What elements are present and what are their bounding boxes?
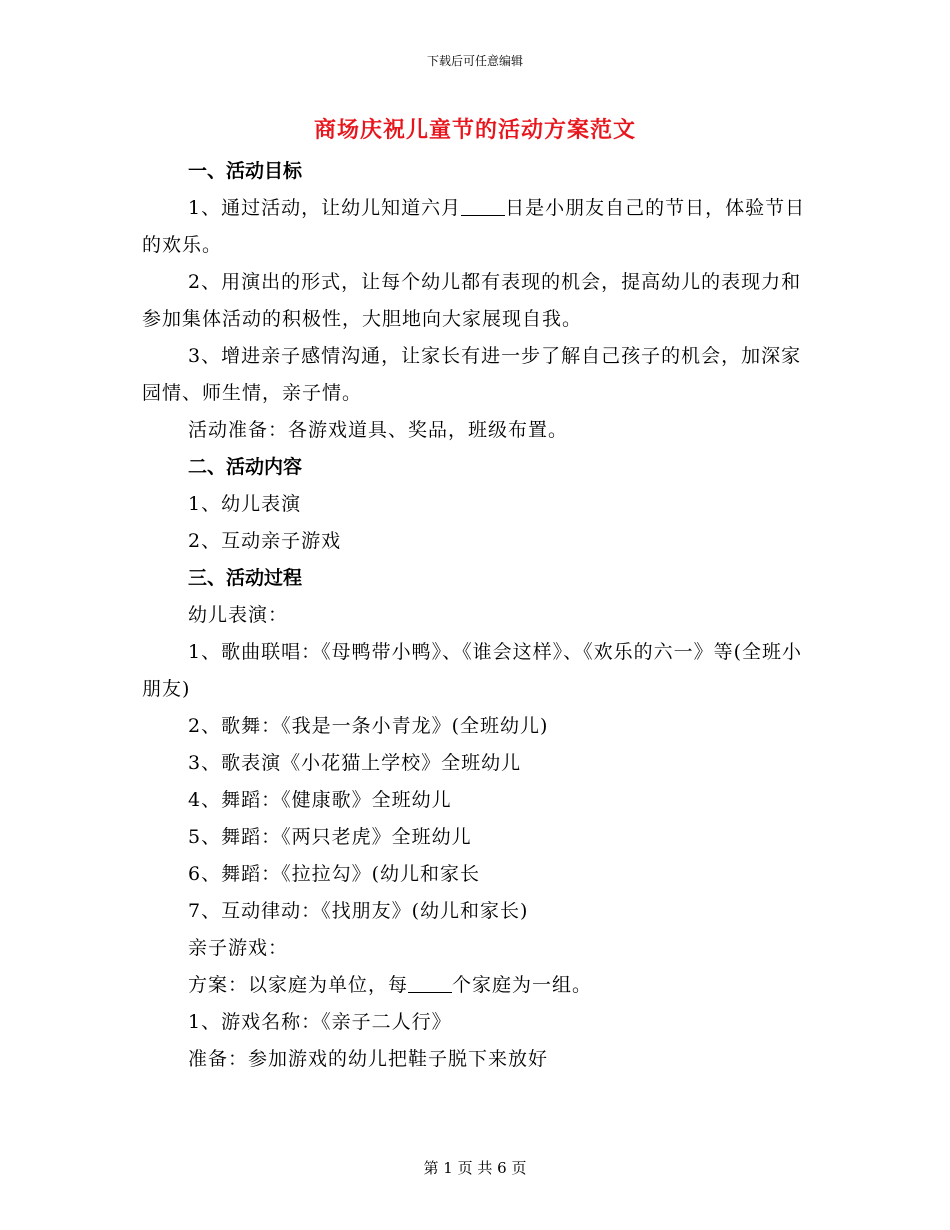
performance-item-5: 5、舞蹈：《两只老虎》全班幼儿 xyxy=(188,826,472,848)
performance-item-3: 3、歌表演《小花猫上学校》全班幼儿 xyxy=(188,752,522,774)
game-label: 亲子游戏： xyxy=(188,937,289,959)
preparation-line: 活动准备：各游戏道具、奖品，班级布置。 xyxy=(188,419,569,441)
fill-in-blank xyxy=(408,974,452,993)
section-heading-goals: 一、活动目标 xyxy=(188,160,303,182)
game-item-1: 1、游戏名称：《亲子二人行》 xyxy=(188,1011,452,1033)
plan-line-end: 个家庭为一组。 xyxy=(452,974,593,996)
section-heading-process: 三、活动过程 xyxy=(188,567,303,589)
performance-item-4: 4、舞蹈：《健康歌》全班幼儿 xyxy=(188,789,452,811)
goal-item-1-start: 1、通过活动，让幼儿知道六月 xyxy=(188,197,462,219)
plan-line xyxy=(142,967,810,1004)
plan-line-start: 方案：以家庭为单位，每 xyxy=(188,974,409,996)
fill-in-blank xyxy=(461,197,505,216)
performance-item-2: 2、歌舞：《我是一条小青龙》(全班幼儿) xyxy=(188,715,549,737)
performance-label: 幼儿表演： xyxy=(188,604,289,626)
page-footer: 第 1 页 共 6 页 xyxy=(423,1159,527,1177)
goal-item-1 xyxy=(142,190,810,264)
section-heading-content: 二、活动内容 xyxy=(188,456,303,478)
game-preparation: 准备：参加游戏的幼儿把鞋子脱下来放好 xyxy=(188,1048,549,1070)
performance-item-7: 7、互动律动：《找朋友》(幼儿和家长) xyxy=(188,900,529,922)
content-item-1: 1、幼儿表演 xyxy=(188,493,302,515)
goal-item-3: 3、增进亲子感情沟通，让家长有进一步了解自己孩子的机会，加深家园情、师生情，亲子情。 xyxy=(142,345,802,404)
goal-item-2: 2、用演出的形式，让每个幼儿都有表现的机会，提高幼儿的表现力和参加集体活动的积极性，大胆地向大家展现自我。 xyxy=(142,271,802,330)
document-body xyxy=(142,153,810,1078)
goal-item-1-end: 日是小朋友自己的节日，体验节日的欢乐。 xyxy=(142,197,806,256)
content-item-2: 2、互动亲子游戏 xyxy=(188,530,342,552)
performance-item-1: 1、歌曲联唱：《母鸭带小鸭》、《谁会这样》、《欢乐的六一》等(全班小朋友) xyxy=(142,641,803,700)
header-note: 下载后可任意编辑 xyxy=(426,54,523,68)
performance-item-6: 6、舞蹈：《拉拉勾》(幼儿和家长 xyxy=(188,863,481,885)
document-title: 商场庆祝儿童节的活动方案范文 xyxy=(313,118,636,143)
